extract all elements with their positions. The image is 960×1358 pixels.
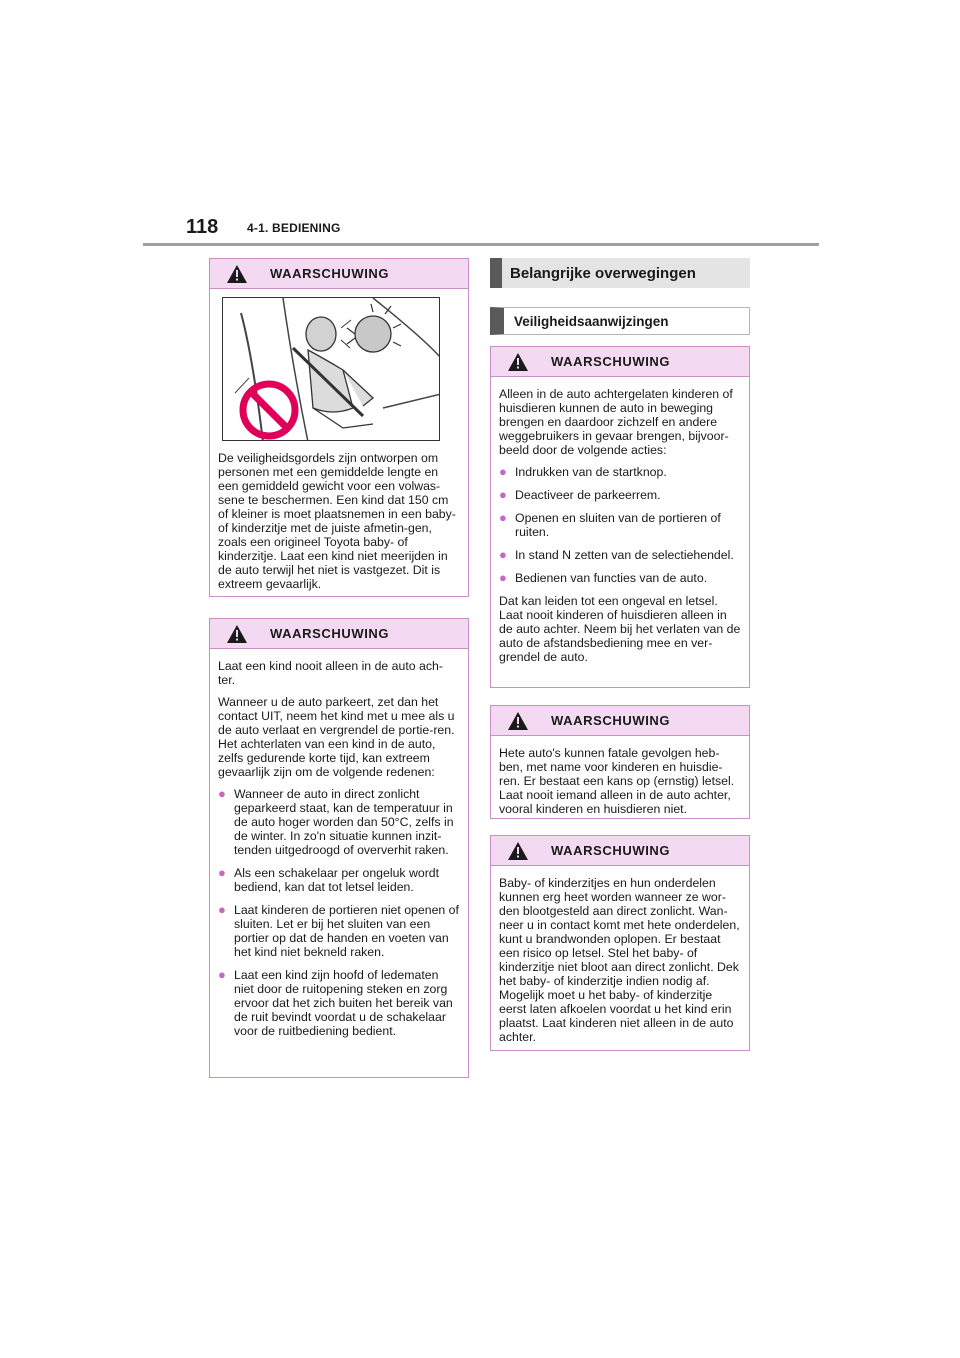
warning-triangle-icon [507, 352, 529, 372]
bullet-icon: ● [218, 967, 226, 982]
bullet-icon: ● [218, 865, 226, 880]
bullet-icon: ● [218, 902, 226, 917]
warning-header [210, 259, 468, 289]
warning-box-seatbelt [209, 258, 469, 597]
header-rule [143, 243, 819, 246]
warning-box-hot-seat [490, 835, 750, 1051]
warning-paragraph: Alleen in de auto achtergelaten kinderen of huisdieren kunnen de auto in beweging brengen en daardoor zichzelf en andere weggebruikers in gevaar brengen, bijvoor-beeld door de volgende acties: [499, 387, 733, 457]
list-item-text: Laat een kind zijn hoofd of ledematen niet door de ruitopening steken en zorg ervoor dat het zich buiten het bereik van de ruit bevindt voordat u de schakelaar voor de ruitbediening bedient. [234, 968, 453, 1038]
warning-triangle-icon [226, 624, 248, 644]
bullet-icon: ● [499, 510, 507, 525]
warning-paragraph: Laat een kind nooit alleen in de auto ach-ter. [218, 659, 443, 687]
bullet-icon: ● [218, 786, 226, 801]
page-number: 118 [186, 216, 219, 238]
list-item [218, 968, 460, 1038]
list-item-text: Wanneer de auto in direct zonlicht geparkeerd staat, kan de temperatuur in de auto hoger worden dan 50°C, zelfs in de winter. In zo'n situatie kunnen inzit-tenden uitgedroogd of oververhit raken. [234, 787, 454, 857]
bullet-icon: ● [499, 547, 507, 562]
list-item [218, 787, 460, 857]
warning-header [491, 706, 749, 736]
list-item-text: Indrukken van de startknop. [515, 465, 667, 479]
warning-title: WAARSCHUWING [551, 354, 671, 369]
warning-triangle-icon [226, 264, 248, 284]
warning-box-child-alone [209, 618, 469, 1078]
section-label: 4-1. BEDIENING [247, 221, 341, 235]
section-heading [490, 258, 750, 288]
list-item-text: In stand N zetten van de selectiehendel. [515, 548, 734, 562]
subsection-heading [490, 307, 750, 335]
list-item [499, 511, 741, 539]
warning-paragraph: Wanneer u de auto parkeert, zet dan het contact UIT, neem het kind met u mee als u de auto verlaat en vergrendel de portie-ren. Het achterlaten van een kind in de auto, zelfs gedurende korte tijd, kan extreem gevaarlijk zijn om de volgende redenen: [218, 695, 455, 779]
child-seatbelt-illustration [222, 297, 440, 441]
warning-box-hot-car [490, 705, 750, 819]
subsection-title: Veiligheidsaanwijzingen [514, 313, 669, 329]
section-title: Belangrijke overwegingen [510, 264, 696, 282]
bullet-icon: ● [499, 487, 507, 502]
list-item [218, 866, 460, 894]
list-item [499, 548, 741, 562]
warning-box-child-movement [490, 346, 750, 688]
warning-title: WAARSCHUWING [551, 843, 671, 858]
warning-header [491, 836, 749, 866]
warning-paragraph: Dat kan leiden tot een ongeval en letsel. Laat nooit kinderen of huisdieren alleen in de auto achter. Neem bij het verlaten van de auto de afstandsbediening mee en ver-grendel de auto. [499, 594, 741, 664]
warning-title: WAARSCHUWING [270, 626, 390, 641]
warning-title: WAARSCHUWING [270, 266, 390, 281]
list-item [499, 465, 741, 479]
warning-triangle-icon [507, 841, 529, 861]
list-item-text: Deactiveer de parkeerrem. [515, 488, 661, 502]
warning-header [491, 347, 749, 377]
warning-triangle-icon [507, 711, 529, 731]
list-item [499, 488, 741, 502]
bullet-icon: ● [499, 570, 507, 585]
list-item-text: Als een schakelaar per ongeluk wordt bediend, kan dat tot letsel leiden. [234, 866, 440, 894]
list-item-text: Laat kinderen de portieren niet openen of sluiten. Let er bij het sluiten van een portier op dat de handen en voeten van het kind niet bekneld raken. [234, 903, 459, 959]
warning-title: WAARSCHUWING [551, 713, 671, 728]
list-item-text: Bedienen van functies van de auto. [515, 571, 708, 585]
warning-text: Hete auto's kunnen fatale gevolgen heb-ben, met name voor kinderen en huisdie-ren. Er bestaat een kans op (ernstig) letsel. Laat nooit iemand alleen in de auto achter, vooral kinderen en huisdieren niet. [499, 746, 735, 816]
warning-text: De veiligheidsgordels zijn ontworpen om personen met een gemiddelde lengte en een gemiddeld gewicht voor een volwas-sene te beschermen. Een kind dat 150 cm of kleiner is moet plaatsnemen in een baby- of kinderzitje met de juiste afmetin-gen, zoals een origineel Toyota baby- of kinderzitje. Laat een kind niet meerijden in de auto terwijl het niet is vastgezet. Dit is extreem gevaarlijk. [218, 451, 456, 591]
list-item [499, 571, 741, 585]
list-item [218, 903, 460, 959]
warning-header [210, 619, 468, 649]
list-item-text: Openen en sluiten van de portieren of ruiten. [515, 511, 721, 539]
warning-text: Baby- of kinderzitjes en hun onderdelen kunnen erg heet worden wanneer ze wor-den blootgesteld aan direct zonlicht. Wan-neer u in contact komt met hete onderdelen, kunt u brandwonden oplopen. Er bestaat een risico op letsel. Stel het baby- of kinderzitje niet bloot aan direct zonlicht. Dek het baby- of kinderzitje indien nodig af. Mogelijk moet u het baby- of kinderzitje eerst laten afkoelen voordat u het kind erin plaatst. Laat kinderen niet alleen in de auto achter. [499, 876, 740, 1044]
bullet-icon: ● [499, 464, 507, 479]
